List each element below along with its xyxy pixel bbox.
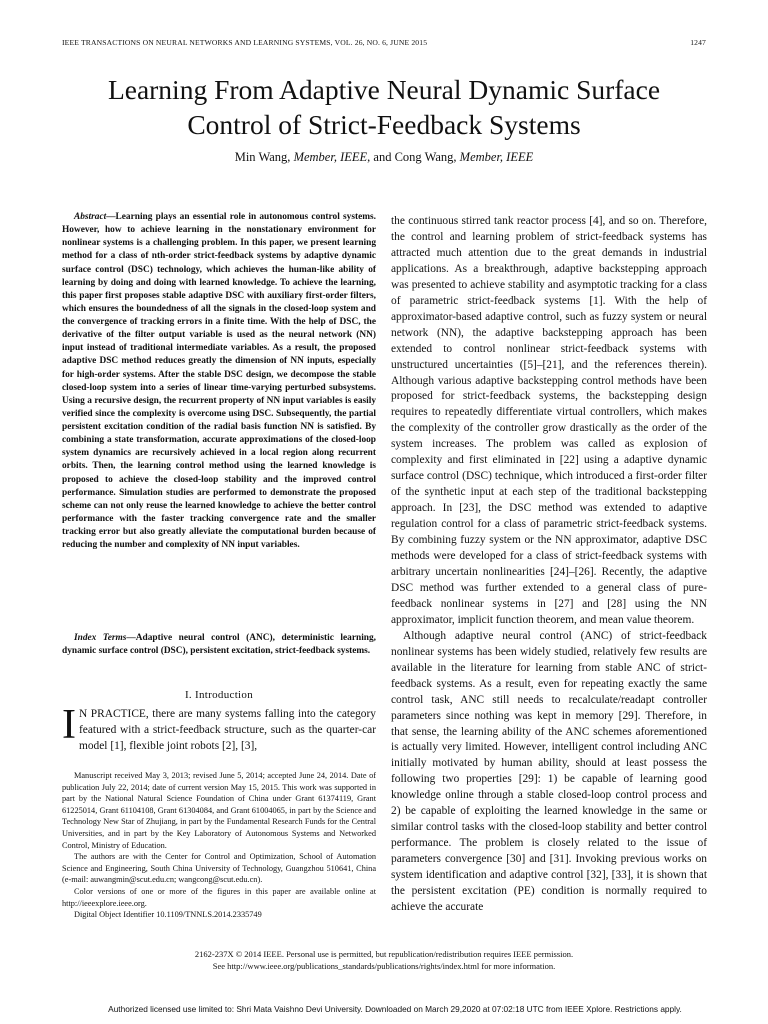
index-terms-text: —Adaptive neural control (ANC), deterministic learning, dynamic surface control (DSC), persistent excitation, strict-feedback systems. [62, 633, 376, 657]
abstract-text: —Learning plays an essential role in autonomous control systems. However, how to achieve learning in the nonstationary environment for nonlinear systems is a challenging problem. In this paper, we present learning method for a class of nth-order strict-feedback systems by adaptive dynamic surface control (DSC) technology, which achieves the human-like ability of learning by doing and doing with learned knowledge. To achieve the learning, this paper first proposes stable adaptive DSC with auxiliary first-order filters, which ensures the boundedness of all the signals in the closed-loop system and the convergence of tracking errors in a finite time. With the help of DSC, the derivative of the filter output variable is used as the neural network (NN) input instead of traditional intermediate variables. As a result, the proposed adaptive DSC method reduces greatly the dimension of NN inputs, especially for high-order systems. After the stable DSC design, we decompose the stable closed-loop system into a series of linear time-varying perturbed subsystems. Using a recursive design, the recurrent property of NN input variables is easily verified since the complexity is overcome using DSC. Subsequently, the partial persistent excitation condition of the radial basis function NN is satisfied. By combining a state transformation, accurate approximations of the closed-loop system dynamics are recursively achieved in a local region along recurrent orbits. Then, the learning control method using the learned knowledge is proposed to achieve the closed-loop stability and the improved control performance. Simulation studies are performed to demonstrate the proposed scheme can not only reuse the learned knowledge to achieve the better control performance with the faster tracking convergence rate and the smaller tracking error but also greatly alleviate the computational burden because of reducing the number and complexity of NN input variables. [62, 212, 376, 551]
introduction-text [62, 702, 376, 755]
intro-first-word: N PRACTICE, [79, 708, 149, 720]
index-terms-label: Index Terms [74, 633, 127, 643]
right-paragraph-2: Although adaptive neural control (ANC) of strict-feedback nonlinear systems has been widely studied, relatively few results are available in the literature for learning from stable ANC of strict-feedback systems. As a result, even for repeating exactly the same control task, ANC still needs to recalculate/readapt controller parameters since nothing was kept in memory [29]. Therefore, in that sense, the learning ability of the ANC schemes aforementioned is actually very limited. However, intelligent control including ANC initially motivated by human ability, should at least possess the following two properties [29]: 1) be capable of learning good knowledge online through a stable closed-loop control process and 2) be capable of exploiting the learned knowledge in the same or similar control tasks with the closed-loop stability and better control performance. The problem is closely related to the issue of parameters convergence [30] and [31]. Invoking previous works on system identification and adaptive control [32], [33], it is shown that the persistent excitation (PE) condition is normally required to achieve the accurate [391, 629, 707, 913]
abstract [62, 211, 376, 552]
license-notice: Authorized licensed use limited to: Shri Mata Vaishno Devi University. Downloaded on March 29,2020 at 07:02:18 UTC from IEEE Xplore. Restrictions apply. [108, 1004, 682, 1014]
footnote-doi: Digital Object Identifier 10.1109/TNNLS.2014.2335749 [74, 910, 262, 920]
intro-body: there are many systems falling into the category featured with a strict-feedback structure, such as the quarter-car model [1], flexible joint robots [2], [3], [79, 708, 376, 753]
section-heading: I. Introduction [184, 689, 254, 701]
author-2-membership: Member, IEEE [459, 150, 534, 164]
paper-title [40, 72, 728, 142]
author-line [40, 150, 728, 165]
title-line-1: Learning From Adaptive Neural Dynamic Surface [107, 74, 661, 105]
running-header [62, 38, 706, 50]
copyright-line-1: 2162-237X © 2014 IEEE. Personal use is permitted, but republication/redistribution requires IEEE permission. [194, 949, 574, 959]
footnote-color: Color versions of one or more of the figures in this paper are available online at http://ieeexplore.ieee.org. [62, 886, 376, 908]
abstract-label: Abstract [74, 212, 107, 222]
footnotes [62, 770, 376, 921]
index-terms [62, 632, 376, 658]
journal-header: IEEE TRANSACTIONS ON NEURAL NETWORKS AND LEARNING SYSTEMS, VOL. 26, NO. 6, JUNE 2015 [62, 38, 428, 47]
page-number: 1247 [690, 38, 706, 47]
author-1-membership: Member, IEEE [293, 150, 368, 164]
author-2: , and Cong Wang, [367, 150, 457, 164]
author-1: Min Wang, [234, 150, 291, 164]
copyright-notice [62, 948, 706, 972]
drop-cap: I [62, 702, 76, 748]
footnote-affiliation: The authors are with the Center for Control and Optimization, School of Automation Science and Engineering, South China University of Technology, Guangzhou 510641, China (e-mail: auwangmin@scut.edu.cn; wangcong@scut.edu.cn). [62, 852, 376, 885]
footnote-manuscript: Manuscript received May 3, 2013; revised June 5, 2014; accepted June 24, 2014. Date of publication July 22, 2014; date of current version May 15, 2015. This work was supported in part by the National Natural Science Foundation of China under Grant 61374119, Grant 61225014, Grant 61104108, Grant 61304084, and Grant 61004065, in part by the Science and Technology New Star of Zhujiang, in part by the Fundamental Research Funds for the Central Universities, and in part by the Key Laboratory of Autonomous Systems and Networked Control, Ministry of Education. [62, 771, 376, 850]
right-column [391, 214, 707, 916]
right-paragraph-1: the continuous stirred tank reactor process [4], and so on. Therefore, the control and learning problem of strict-feedback systems has attracted much attention due to the great demands in industrial applications. As a breakthrough, adaptive backstepping approach was presented to achieve stability and asymptotic tracking for a class of parametric strict-feedback systems [1]. With the help of approximator-based adaptive control, such as fuzzy system or neural network (NN), the adaptive backstepping approach has been extended to control nonlinear strict-feedback systems with unstructured uncertainties ([5]–[21], and the references therein). Although various adaptive backstepping control methods have been proposed for strict-feedback systems, the backstepping design requires to repeatedly differentiate virtual controllers, which makes the complexity of the controller grow drastically as the order of the system increases. The problem was called as explosion of complexity and first eliminated in [22] using a adaptive dynamic surface control (DSC) technique, which introduced a first-order filter of the synthetic input at each step of the traditional backstepping approach. In [23], the DSC method was extended to adaptive regulation control for a class of parametric strict-feedback systems. By combining fuzzy system or the NN approximator, adaptive DSC methods were developed for a class of strict-feedback systems with arbitrary uncertain nonlinearities [24]–[26]. Recently, the adaptive DSC method was further extended to a general class of pure-feedback nonlinear systems in [27] and [28] using the NN approximator, implicit function theorem, and mean value theorem. [391, 215, 707, 626]
copyright-line-2: See http://www.ieee.org/publications_standards/publications/rights/index.html for more information. [212, 961, 556, 971]
title-line-2: Control of Strict-Feedback Systems [187, 109, 581, 140]
